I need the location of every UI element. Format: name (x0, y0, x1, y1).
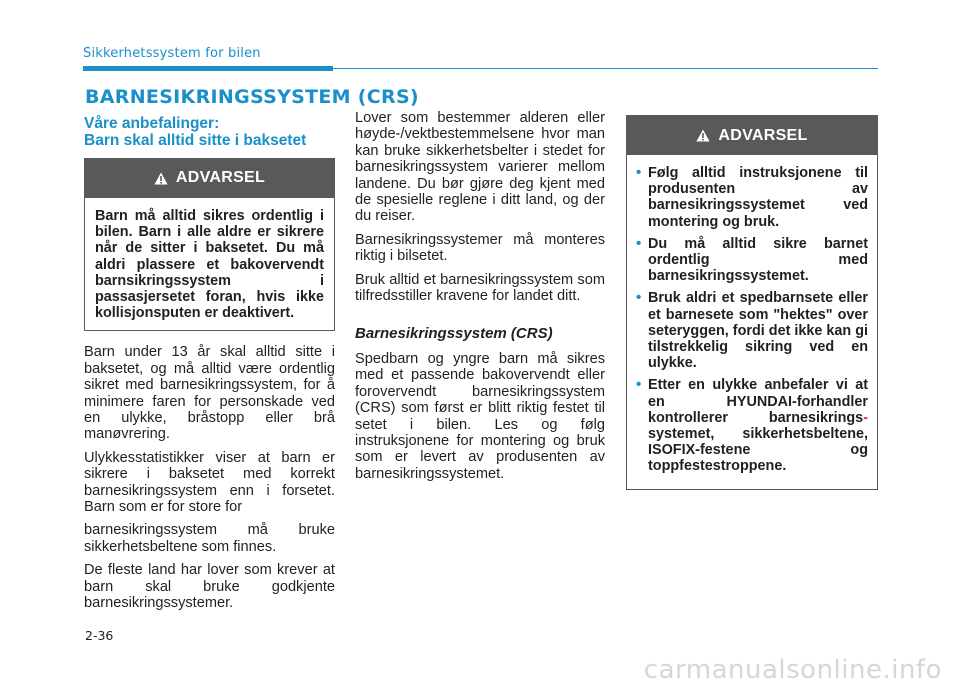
paragraph: Spedbarn og yngre barn må sikres med et passende bakovervendt eller forovervendt barnesikringssystem (CRS) som først er blitt riktig festet til setet i bilen. Les og følg instruksjonene for montering og bruk som er levert av produsenten av barnesikringssystemet. (355, 350, 605, 482)
paragraph: Barn under 13 år skal alltid sitte i baksetet, og må alltid være ordentlig sikret med barnesikringssystem, for å minimere faren for personskade ved en ulykke, bråstopp eller brå manøvrering. (84, 344, 335, 443)
heading-line-2: Barn skal alltid sitte i baksetet (84, 132, 307, 149)
list-item (636, 377, 868, 474)
warning-header (627, 116, 877, 155)
warning-box-1 (84, 158, 335, 331)
paragraph: Ulykkesstatistikker viser at barn er sikrere i baksetet med korrekt barnesikringssystem enn i forsetet. Barn som er for store for (84, 449, 335, 516)
list-item-text: Du må alltid sikre barnet ordentlig med barnesikringssystemet. (648, 235, 868, 285)
warning-triangle-icon (696, 129, 710, 142)
line-break-hyphen: - (863, 409, 868, 426)
warning-label: ADVARSEL (718, 126, 808, 144)
item-text-part-2: systemet, sikkerhetsbeltene, ISOFIX-festene og toppfestestroppene. (648, 426, 868, 475)
paragraph: Barnesikringssystemer må monteres riktig i bilsetet. (355, 231, 605, 265)
warning-triangle-icon (154, 172, 168, 185)
item-text-part-1: Etter en ulykke anbefaler vi at en HYUNDAI-forhandler kontrollerer barnesikrings (648, 377, 868, 426)
list-item (636, 290, 868, 371)
bullet-icon: • (636, 164, 642, 181)
warning-body (627, 155, 877, 489)
paragraph: De fleste land har lover som krever at barn skal bruke godkjente barnesikringssystemer. (84, 562, 335, 612)
list-item-text: Bruk aldri et spedbarnsete eller et barnesete som "hektes" over seteryggen, fordi det ikke kan gi tilstrekkelig sikring ved en ulykke. (648, 290, 868, 372)
list-item-text (648, 377, 868, 474)
list-item-text: Følg alltid instruksjonene til produsenten av barnesikringssystemet ved montering og bruk. (648, 165, 868, 230)
bullet-icon: • (636, 234, 642, 252)
recommendations-heading (84, 115, 335, 149)
crs-subheading: Barnesikringssystem (CRS) (355, 325, 553, 343)
paragraph: barnesikringssystem må bruke sikkerhetsbeltene som finnes. (84, 522, 335, 555)
bullet-icon: • (636, 376, 642, 394)
warning-text: Barn må alltid sikres ordentlig i bilen. Barn i alle aldre er sikrere når de sitter i baksetet. Du må aldri plassere et bakovervendt barnsikringssystem i passasjersetet foran, hvis ikke kollisjonsputen er deaktivert. (95, 208, 324, 322)
header-rule-thin (333, 68, 878, 69)
section-tab: Sikkerhetssystem for bilen (83, 46, 261, 61)
watermark: carmanualsonline.info (643, 655, 942, 685)
warning-list (636, 165, 868, 475)
warning-box-2 (626, 115, 878, 490)
paragraph: Lover som bestemmer alderen eller høyde-/vektbestemmelsene hvor man kan bruke sikkerhetsbelter i stedet for barnesikringssystem varierer mellom landene. Du bør gjøre deg kjent med de spesielle reglene i ditt land, og der du reiser. (355, 110, 605, 225)
paragraph: Bruk alltid et barnesikringssystem som tilfredsstiller kravene for landet ditt. (355, 271, 605, 305)
bullet-icon: • (636, 289, 642, 307)
warning-header (85, 159, 334, 198)
column-1 (84, 115, 335, 619)
heading-line-1: Våre anbefalinger: (84, 115, 220, 132)
list-item (636, 165, 868, 230)
header-rule-thick (83, 66, 333, 71)
list-item (636, 236, 868, 285)
chapter-title: BARNESIKRINGSSYSTEM (CRS) (85, 86, 419, 108)
warning-label: ADVARSEL (175, 169, 266, 187)
column-2 (355, 110, 605, 489)
page-number: 2-36 (85, 628, 114, 643)
